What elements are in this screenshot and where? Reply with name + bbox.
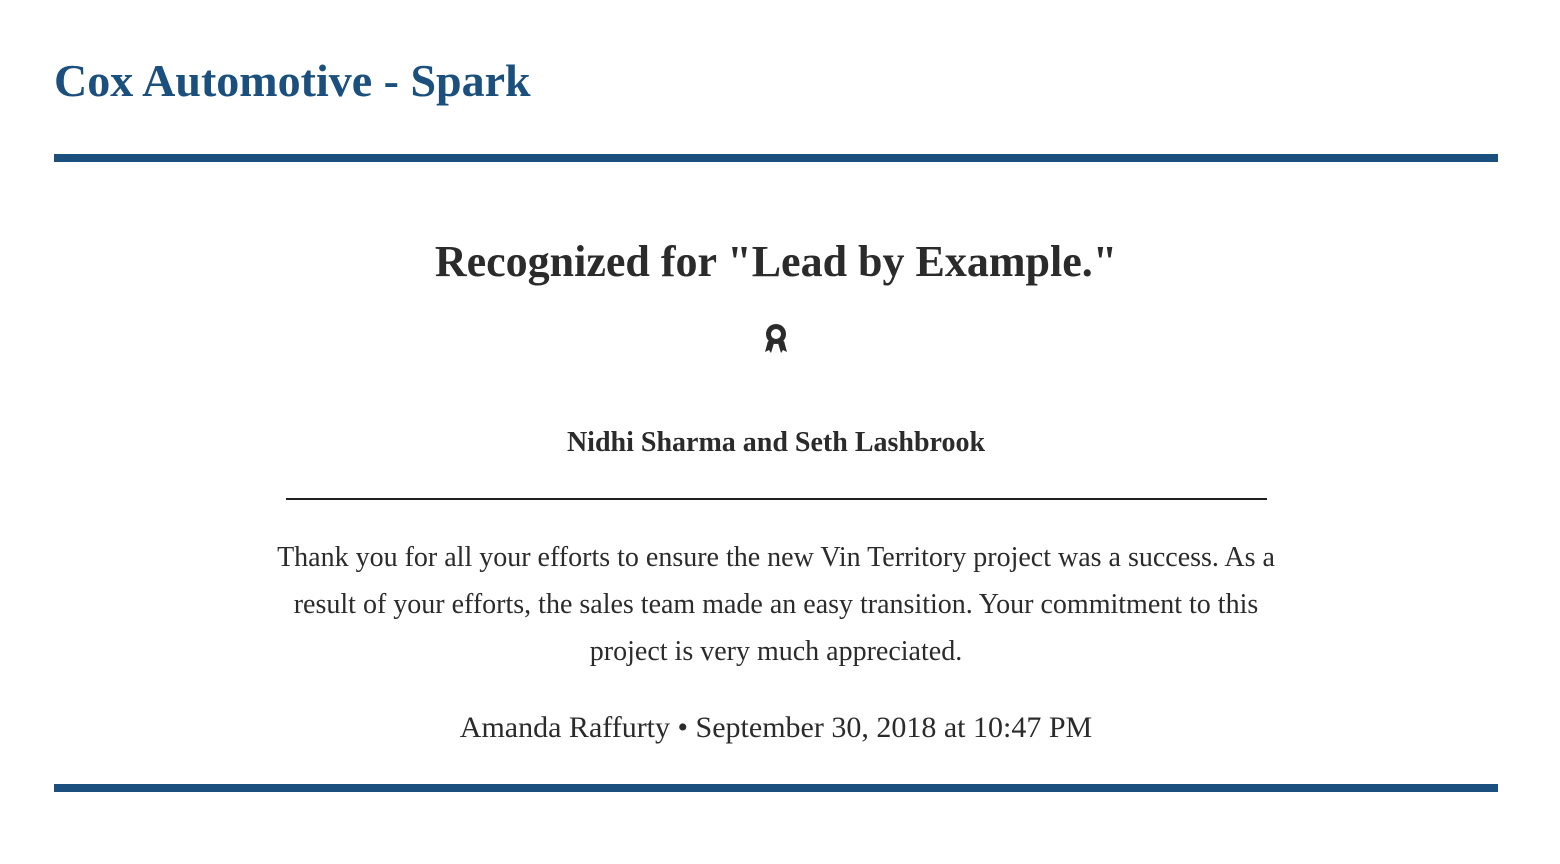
header-divider [54, 154, 1498, 162]
byline [54, 708, 1498, 748]
author-name: Amanda Raffurty [459, 711, 671, 744]
recognition-message: Thank you for all your efforts to ensure the new Vin Territory project was a success. As a result of your efforts, the sales team made an easy transition. Your commitment to this project is very much appreciated. [277, 542, 1275, 667]
footer-divider [54, 784, 1498, 792]
recipients-names: Nidhi Sharma and Seth Lashbrook [566, 427, 986, 458]
post-timestamp: September 30, 2018 at 10:47 PM [695, 711, 1093, 744]
recognition-card [54, 162, 1498, 784]
page-container [54, 0, 1498, 864]
content-divider [286, 498, 1267, 500]
brand-title: Cox Automotive - Spark [54, 55, 531, 106]
byline-separator: • [670, 711, 696, 744]
award-ribbon-icon [762, 322, 790, 356]
recognition-title: Recognized for "Lead by Example." [434, 237, 1118, 286]
